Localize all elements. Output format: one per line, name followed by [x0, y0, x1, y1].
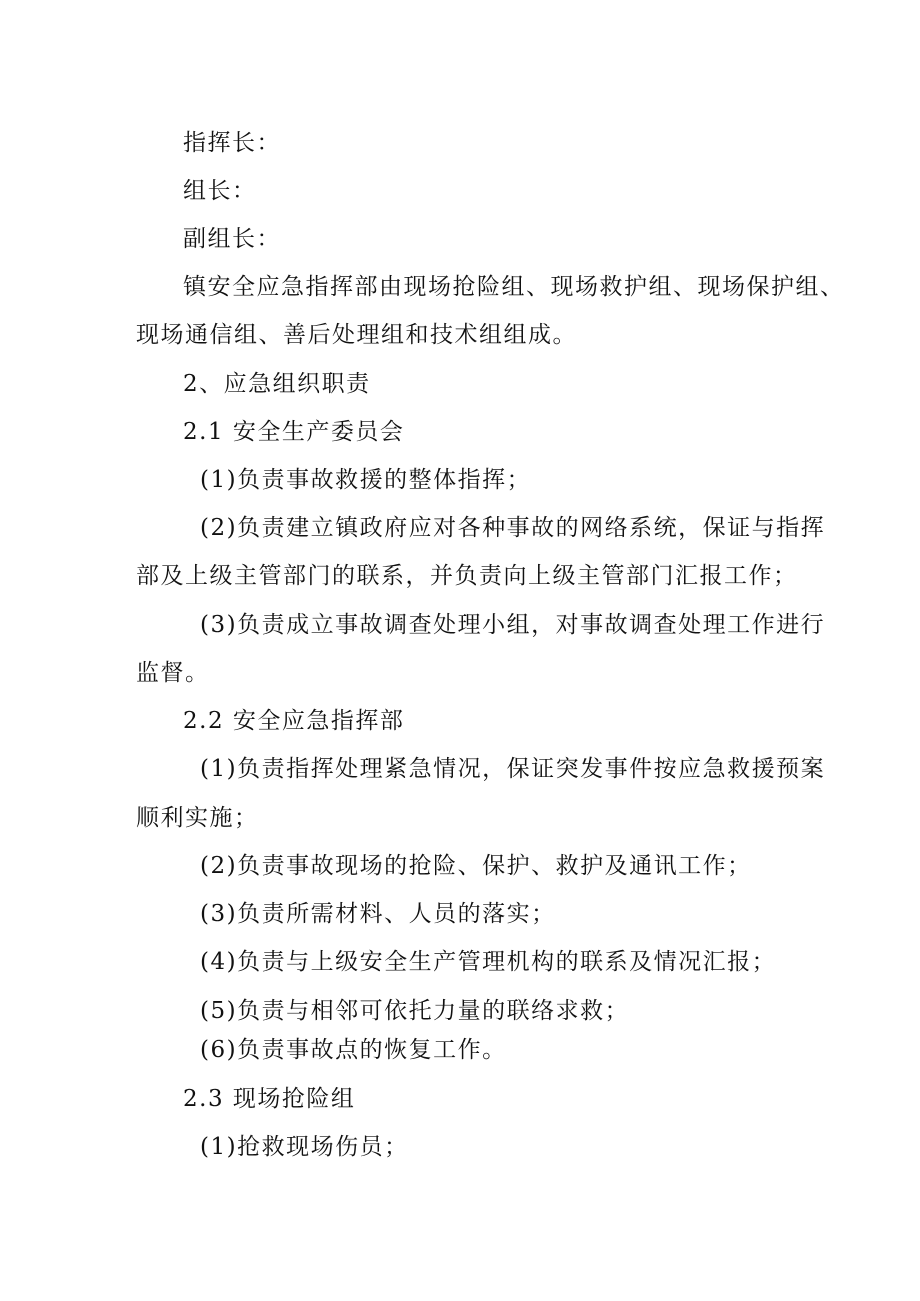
- deputy-leader-label: 副组长：: [183, 226, 281, 252]
- list-item: (1)负责事故救援的整体指挥；: [200, 467, 532, 493]
- paragraph-line: 现场通信组、善后处理组和技术组组成。: [136, 322, 577, 348]
- list-item: (3)负责所需材料、人员的落实；: [200, 901, 556, 927]
- section-heading: 2、应急组织职责: [183, 371, 371, 397]
- list-item-continuation: 顺利实施；: [136, 805, 259, 831]
- list-item: (2)负责事故现场的抢险、保护、救护及通讯工作；: [200, 853, 752, 879]
- subsection-heading: 2.3 现场抢险组: [183, 1086, 356, 1112]
- list-item-continuation: 监督。: [136, 660, 210, 686]
- list-item-continuation: 部及上级主管部门的联系，并负责向上级主管部门汇报工作；: [136, 563, 798, 589]
- list-item: (6)负责事故点的恢复工作。: [200, 1037, 507, 1063]
- subsection-heading: 2.2 安全应急指挥部: [183, 708, 405, 734]
- commander-label: 指挥长：: [183, 130, 281, 156]
- list-item: (2)负责建立镇政府应对各种事故的网络系统，保证与指挥: [200, 515, 826, 541]
- leader-label: 组长：: [183, 178, 257, 204]
- paragraph-line: 镇安全应急指挥部由现场抢险组、现场救护组、现场保护组、: [183, 274, 845, 300]
- list-item: (1)抢救现场伤员；: [200, 1134, 409, 1160]
- list-item: (1)负责指挥处理紧急情况，保证突发事件按应急救援预案: [200, 756, 826, 782]
- subsection-heading: 2.1 安全生产委员会: [183, 419, 405, 445]
- list-item: (3)负责成立事故调查处理小组，对事故调查处理工作进行: [200, 612, 826, 638]
- list-item: (4)负责与上级安全生产管理机构的联系及情况汇报；: [200, 949, 777, 975]
- list-item: (5)负责与相邻可依托力量的联络求救；: [200, 998, 630, 1024]
